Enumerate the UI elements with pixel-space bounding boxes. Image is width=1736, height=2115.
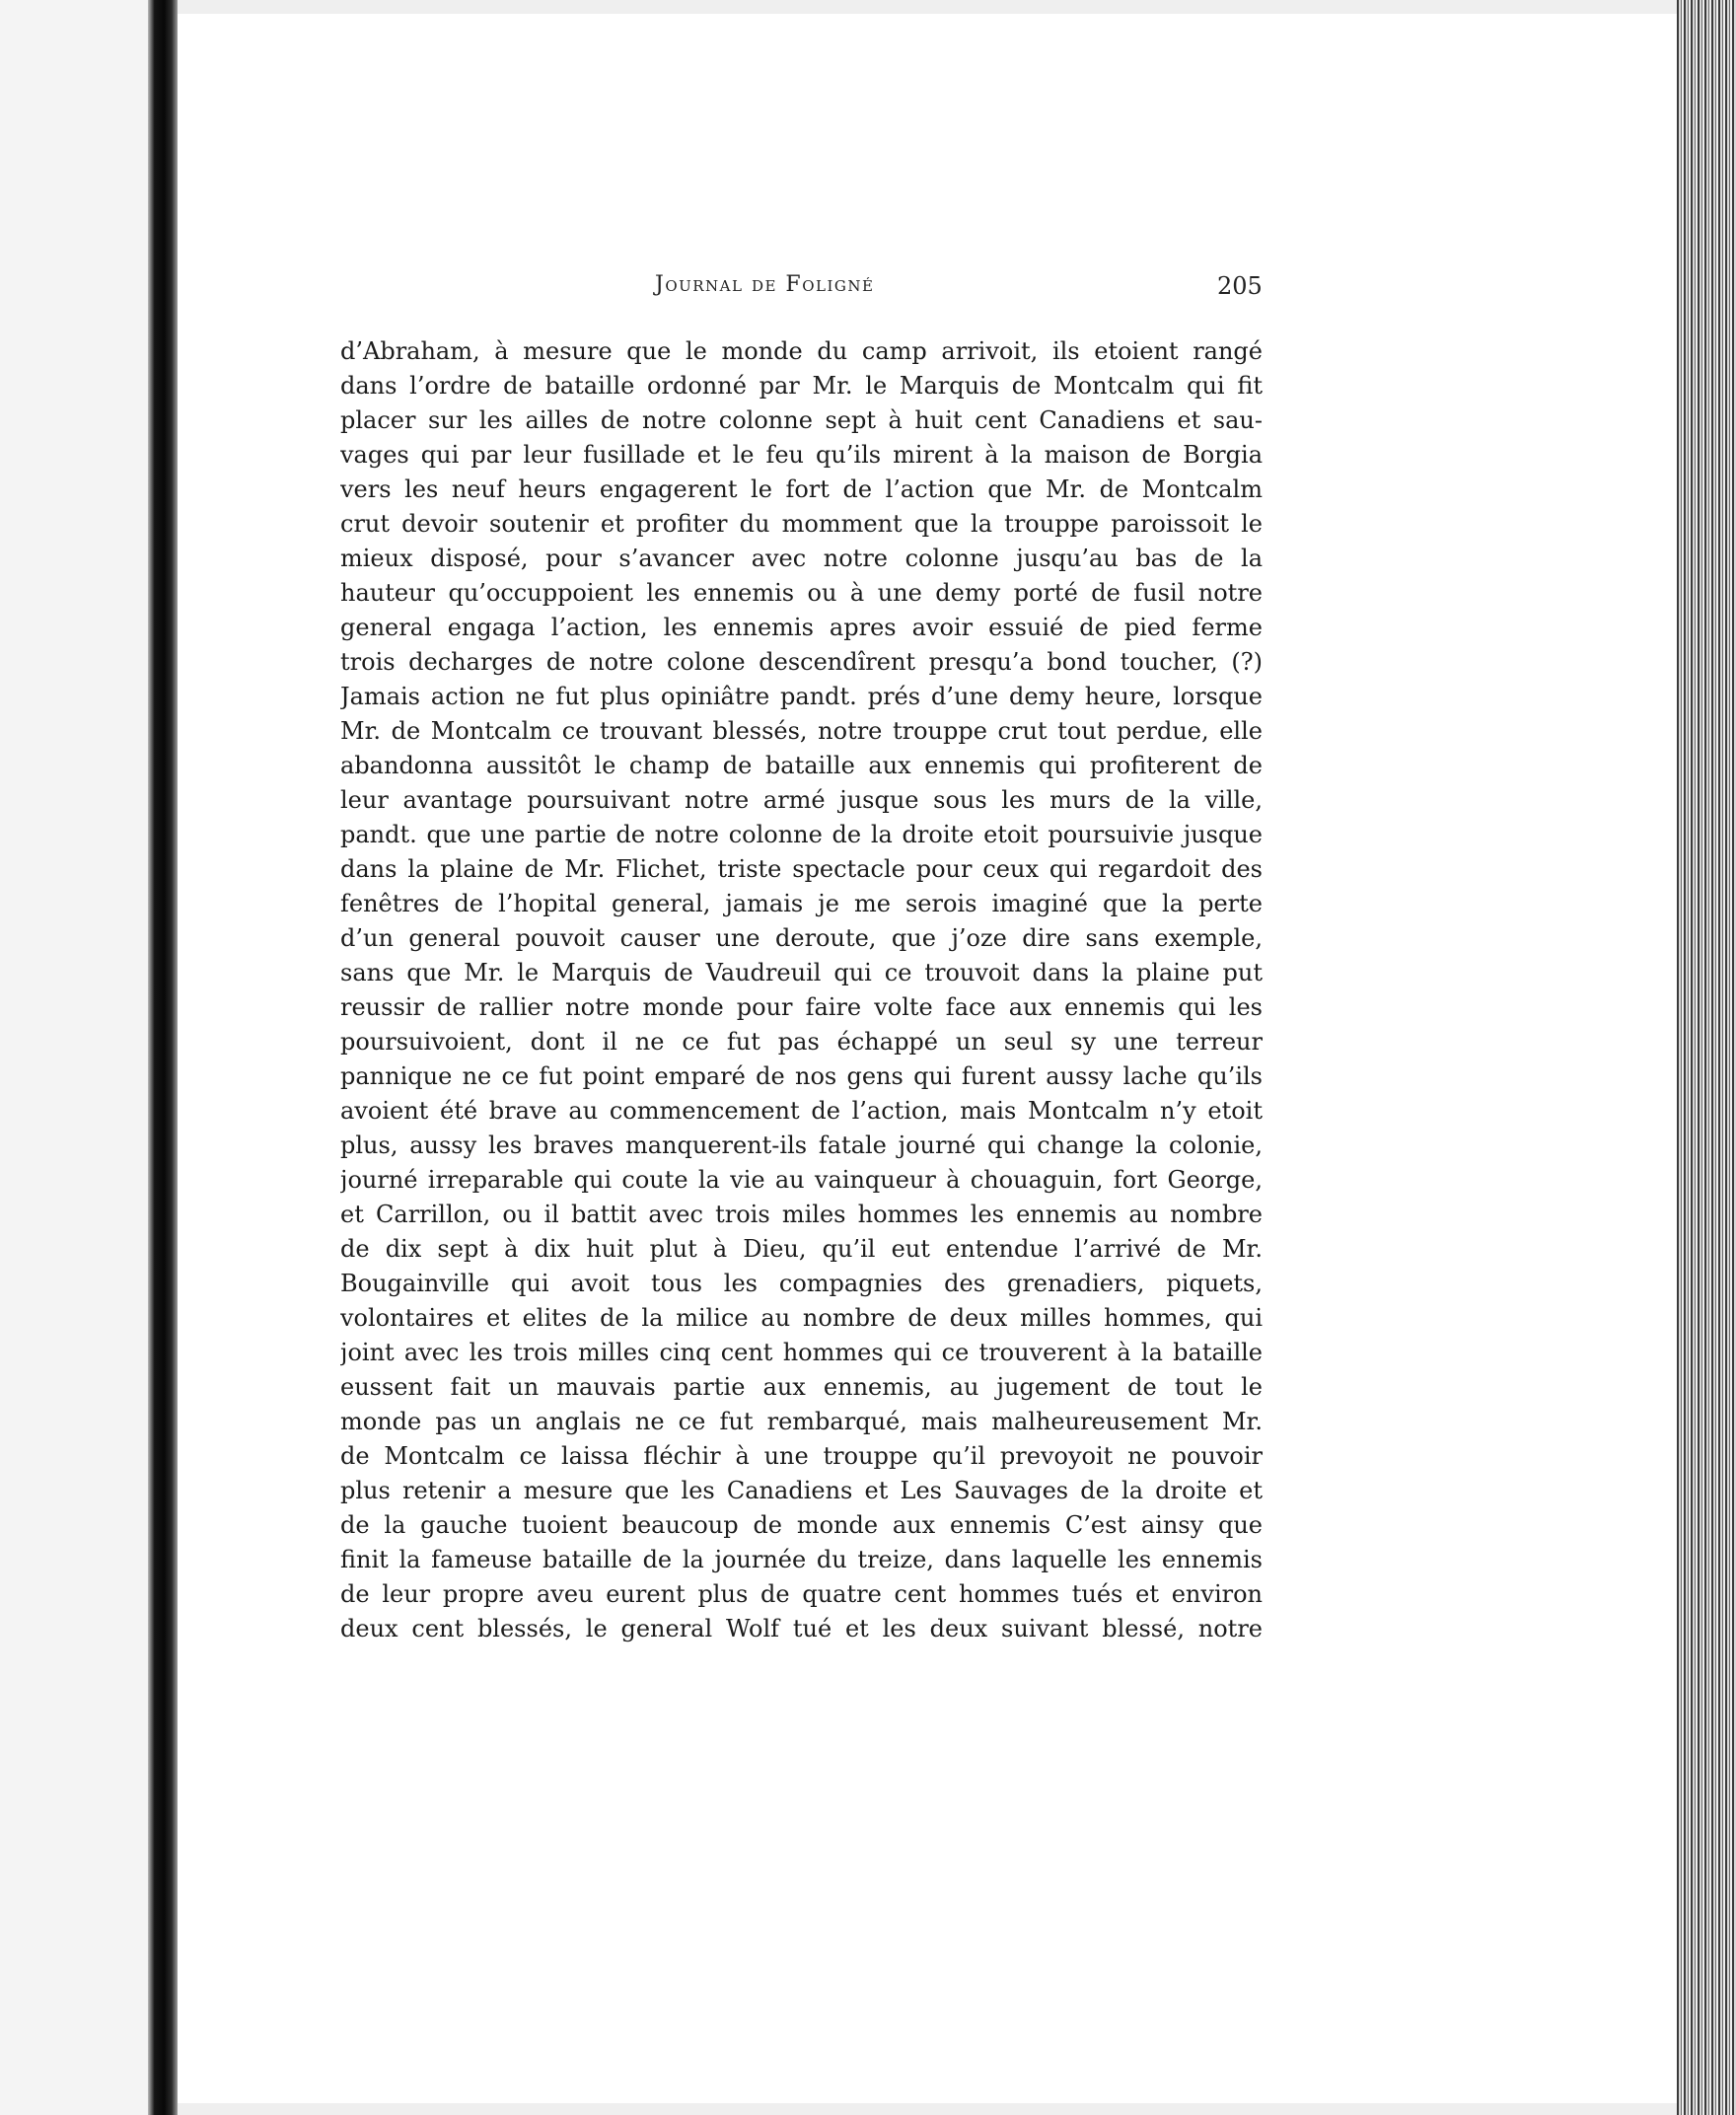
page-block-edge [1677,0,1736,2115]
text-line: reussir de rallier notre monde pour faire volte face aux ennemis qui les [340,993,1263,1021]
text-line: plus retenir a mesure que les Canadiens et Les Sauvages de la droite et [340,1477,1263,1504]
text-line: dans l’ordre de bataille ordonné par Mr. le Marquis de Montcalm qui fit [340,372,1263,400]
text-line: crut devoir soutenir et profiter du momment que la trouppe paroissoit le [340,510,1263,538]
text-line: de Montcalm ce laissa fléchir à une trouppe qu’il prevoyoit ne pouvoir [340,1442,1263,1470]
text-line: trois decharges de notre colone descendîrent presqu’a bond toucher, (?) [340,648,1263,676]
text-line: Bougainville qui avoit tous les compagnies des grenadiers, piquets, [340,1270,1263,1297]
text-line: vers les neuf heurs engagerent le fort de l’action que Mr. de Montcalm [340,475,1263,503]
text-line: vages qui par leur fusillade et le feu qu’ils mirent à la maison de Borgia [340,441,1263,469]
text-line: poursuivoient, dont il ne ce fut pas échappé un seul sy une terreur [340,1028,1263,1056]
text-line: plus, aussy les braves manquerent-ils fatale journé qui change la colonie, [340,1131,1263,1159]
text-line: avoient été brave au commencement de l’action, mais Montcalm n’y etoit [340,1097,1263,1125]
text-line: mieux disposé, pour s’avancer avec notre colonne jusqu’au bas de la [340,545,1263,572]
facing-page [0,0,150,2115]
body-text [340,334,1263,1646]
text-line: de leur propre aveu eurent plus de quatre cent hommes tués et environ [340,1580,1263,1608]
book-gutter [148,0,178,2115]
text-line: pannique ne ce fut point emparé de nos gens qui furent aussy lache qu’ils [340,1062,1263,1090]
text-line: volontaires et elites de la milice au nombre de deux milles hommes, qui [340,1304,1263,1332]
text-line: de la gauche tuoient beaucoup de monde aux ennemis C’est ainsy que [340,1511,1263,1539]
text-line: et Carrillon, ou il battit avec trois miles hommes les ennemis au nombre [340,1201,1263,1228]
running-head: Journal de Foligné [655,272,875,297]
text-line: d’un general pouvoit causer une deroute, que j’oze dire sans exemple, [340,924,1263,952]
text-line: d’Abraham, à mesure que le monde du camp arrivoit, ils etoient rangé [340,337,1263,365]
text-line: pandt. que une partie de notre colonne de la droite etoit poursuivie jusque [340,821,1263,848]
text-line: Jamais action ne fut plus opiniâtre pandt. prés d’une demy heure, lorsque [340,683,1263,710]
text-line: deux cent blessés, le general Wolf tué et les deux suivant blessé, notre [340,1615,1263,1642]
text-line: de dix sept à dix huit plut à Dieu, qu’il eut entendue l’arrivé de Mr. [340,1235,1263,1263]
text-line: dans la plaine de Mr. Flichet, triste spectacle pour ceux qui regardoit des [340,855,1263,883]
text-line: eussent fait un mauvais partie aux ennemis, au jugement de tout le [340,1373,1263,1401]
text-line: sans que Mr. le Marquis de Vaudreuil qui ce trouvoit dans la plaine put [340,959,1263,986]
text-line: placer sur les ailles de notre colonne sept à huit cent Canadiens et sau- [340,406,1263,434]
text-line: finit la fameuse bataille de la journée du treize, dans laquelle les ennemis [340,1546,1263,1573]
page-number: 205 [1217,272,1263,300]
text-line: monde pas un anglais ne ce fut rembarqué, mais malheureusement Mr. [340,1408,1263,1435]
text-line: fenêtres de l’hopital general, jamais je me serois imaginé que la perte [340,890,1263,917]
text-line: general engaga l’action, les ennemis apres avoir essuié de pied ferme [340,614,1263,641]
text-line: journé irreparable qui coute la vie au vainqueur à chouaguin, fort George, [340,1166,1263,1194]
text-line: joint avec les trois milles cinq cent hommes qui ce trouverent à la bataille [340,1339,1263,1366]
text-line: leur avantage poursuivant notre armé jusque sous les murs de la ville, [340,786,1263,814]
text-line: hauteur qu’occuppoient les ennemis ou à une demy porté de fusil notre [340,579,1263,607]
text-line: abandonna aussitôt le champ de bataille aux ennemis qui profiterent de [340,752,1263,779]
text-line: Mr. de Montcalm ce trouvant blessés, notre trouppe crut tout perdue, elle [340,717,1263,745]
